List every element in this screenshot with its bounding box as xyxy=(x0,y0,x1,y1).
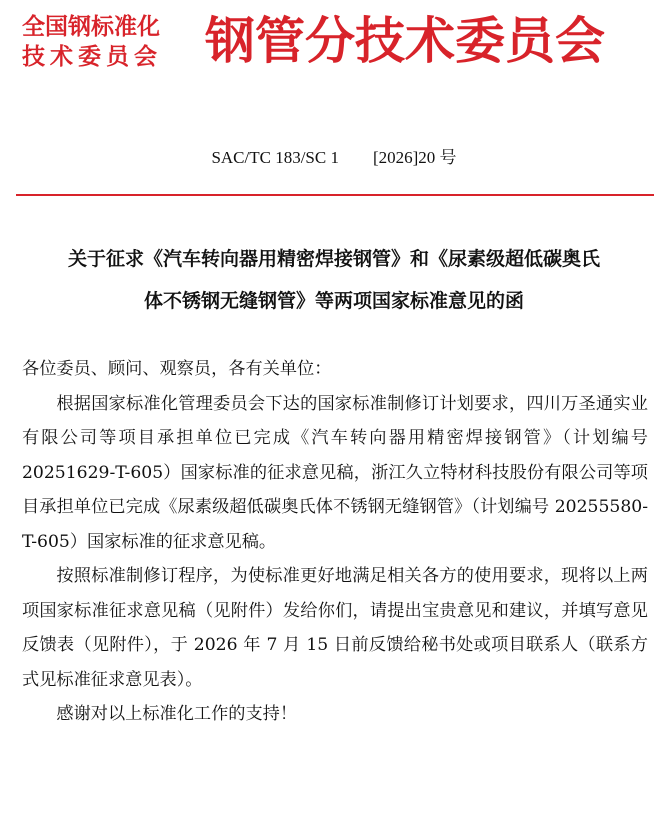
title-line1: 关于征求《汽车转向器用精密焊接钢管》和《尿素级超低碳奥氏 xyxy=(67,248,600,270)
letter-title xyxy=(20,238,648,322)
committee-name: 钢管分技术委员会 xyxy=(205,12,605,70)
org-name xyxy=(22,12,192,72)
paragraph-1: 根据国家标准化管理委员会下达的国家标准制修订计划要求，四川万圣通实业有限公司等项目承担单位已完成《汽车转向器用精密焊接钢管》（计划编号 20251629-T-605）国家标准的征求意见稿，浙江久立特材科技股份有限公司等项目承担单位已完成《尿素级超低碳奥氏体不锈钢无缝钢管》（计划编号 20255580-T-605）国家标准的征求意见稿。 xyxy=(22,393,648,552)
title-line2: 体不锈钢无缝钢管》等两项国家标准意见的函 xyxy=(143,290,524,312)
document-number xyxy=(0,143,668,168)
paragraph-3: 感谢对以上标准化工作的支持！ xyxy=(56,704,298,724)
salutation: 各位委员、顾问、观察员，各有关单位： xyxy=(22,359,332,379)
org-name-line2: 技术委员会 xyxy=(22,44,162,70)
letter-body xyxy=(22,352,648,732)
org-name-line1: 全国钢标准化 xyxy=(22,14,160,40)
doc-serial: [2026]20 号 xyxy=(372,148,457,167)
paragraph-2: 按照标准制修订程序，为使标准更好地满足相关各方的使用要求，现将以上两项国家标准征求意见稿（见附件）发给你们，请提出宝贵意见和建议，并填写意见反馈表（见附件），于 2026 年 7 月 15 日前反馈给秘书处或项目联系人（联系方式见标准征求意见表）。 xyxy=(22,566,648,690)
doc-code: SAC/TC 183/SC 1 xyxy=(211,148,339,167)
header-divider xyxy=(16,194,654,196)
